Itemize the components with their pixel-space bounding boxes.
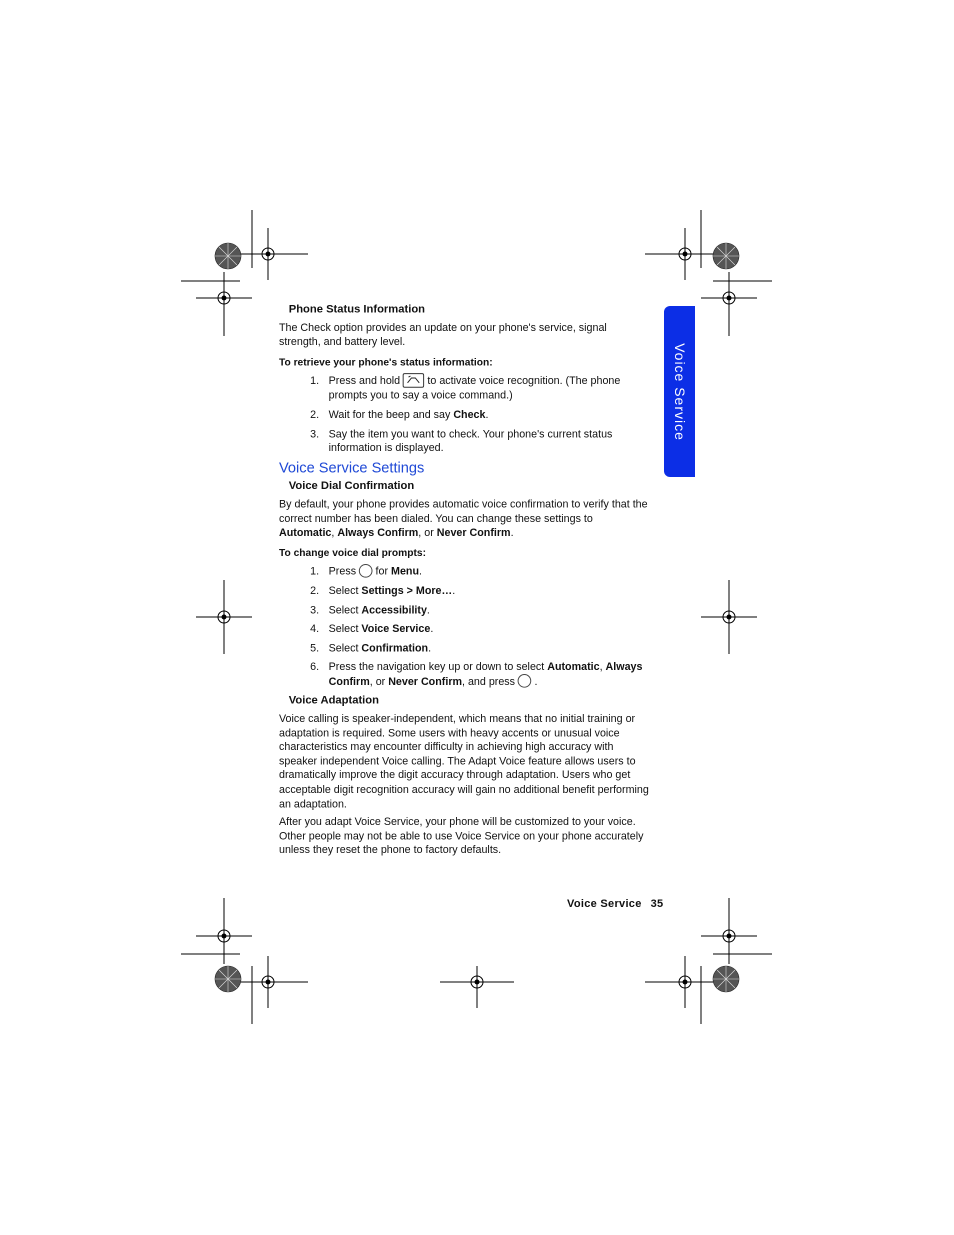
intro-text: By default, your phone provides automatic voice confirmation to verify that the correct number has been dialed. You can change these settings to [279,498,648,525]
list-item [279,408,649,422]
step-text-bold: Confirmation [361,642,429,655]
step-text-part: Select [328,604,362,617]
step-number: 1. [310,375,320,388]
heading-phone-status: Phone Status Information [288,303,426,316]
step-text [329,642,649,656]
step-text-part: . [452,585,456,598]
step-text [329,603,649,617]
step-text-bold: Check [453,409,486,421]
step-text-bold: Never Confirm [388,675,463,688]
list-item [279,661,649,689]
chapter-side-tab-label: Voice Service [671,342,688,441]
step-text-part: Select [328,623,362,636]
step-text: Say the item you want to check. Your phone's current status information is displayed. [328,428,613,455]
step-text [329,661,649,689]
step-text [329,408,649,422]
step-text-bold: Menu [391,566,420,578]
footer-section: Voice Service [567,898,642,910]
step-text [329,623,649,637]
step-text [329,565,649,579]
heading-voice-dial-confirmation: Voice Dial Confirmation [288,480,415,493]
heading-voice-adaptation: Voice Adaptation [288,694,379,707]
menu-key-icon [359,564,373,578]
step-text-part: Select [328,585,362,598]
list-item [279,623,649,637]
procedure-voice-dial: To change voice dial prompts: [279,547,426,559]
intro-sep: , or [418,527,437,539]
step-text-part: to activate voice recognition. (The phone prompts you to say a voice command.) [328,375,621,402]
step-text-part: Select [328,642,362,655]
intro-end: . [510,527,514,539]
list-item [279,603,649,617]
chapter-side-tab [664,306,695,477]
step-text-part: , and press [462,675,516,688]
list-item [279,374,649,403]
step-number: 4. [310,623,320,636]
step-number: 1. [310,566,320,578]
step-text-part: . [419,566,422,578]
page-footer [567,898,663,910]
section-title-voice-service-settings: Voice Service Settings [279,459,425,477]
step-text-part: . [428,642,432,655]
list-item [279,427,649,455]
step-text-part: Press the navigation key up or down to select [328,661,548,674]
step-number: 3. [310,428,320,440]
voice-dial-steps [279,565,649,689]
phone-talk-key-icon [403,373,424,388]
option-automatic: Automatic [279,527,332,539]
step-text-part: for [375,566,392,578]
voice-dial-intro [279,498,649,541]
list-item [279,642,649,656]
step-text [329,374,649,403]
step-text-bold: Automatic [547,661,600,674]
step-number: 2. [310,409,320,421]
voice-adaptation-para2: After you adapt Voice Service, your phone will be customized to your voice. Other people may not be able to use Voice Service on your phone accurately unless they reset the phone to factory defaults. [279,816,644,857]
step-number: 3. [310,604,320,617]
step-text-part: . [534,675,538,688]
step-number: 5. [310,642,320,655]
step-text-part: , [599,661,606,674]
step-number: 2. [310,585,320,598]
step-text-part: . [430,623,434,636]
step-text-part: . [426,604,430,617]
procedure-phone-status: To retrieve your phone's status information: [279,356,493,369]
step-text-part: Wait for the beep and say [328,409,454,421]
page-content [279,303,649,862]
option-always-confirm: Always Confirm [337,527,419,539]
step-text-part: . [485,409,489,421]
step-text [329,584,649,598]
phone-status-intro: The Check option provides an update on your phone's service, signal strength, and battery level. [279,322,607,348]
step-text-bold: Always Confirm [328,661,643,688]
page-number: 35 [650,898,664,910]
step-number: 6. [310,661,320,674]
step-text-bold: Voice Service [361,623,431,636]
list-item [279,565,649,579]
option-never-confirm: Never Confirm [436,527,511,539]
voice-adaptation-para1: Voice calling is speaker-independent, which means that no initial training or adaptation is required. Some users with heavy accents or unusual voice characteristics may encounter difficulty in achieving high accuracy with speaker independent Voice calling. The Adapt Voice feature allows users to dramatically improve the digit accuracy through adaptation. Users who get acceptable digit recognition accuracy will gain no additional benefit performing an adaptation. [279,713,649,811]
intro-sep: , [331,527,338,539]
list-item [279,584,649,598]
step-text-part: Press and hold [328,375,401,388]
step-text-part: Press [328,566,357,578]
step-text-bold: Settings > More… [361,585,453,598]
step-text-part: , or [369,675,389,688]
menu-key-icon [518,674,532,688]
step-text-bold: Accessibility [361,604,427,617]
phone-status-steps [279,374,649,455]
